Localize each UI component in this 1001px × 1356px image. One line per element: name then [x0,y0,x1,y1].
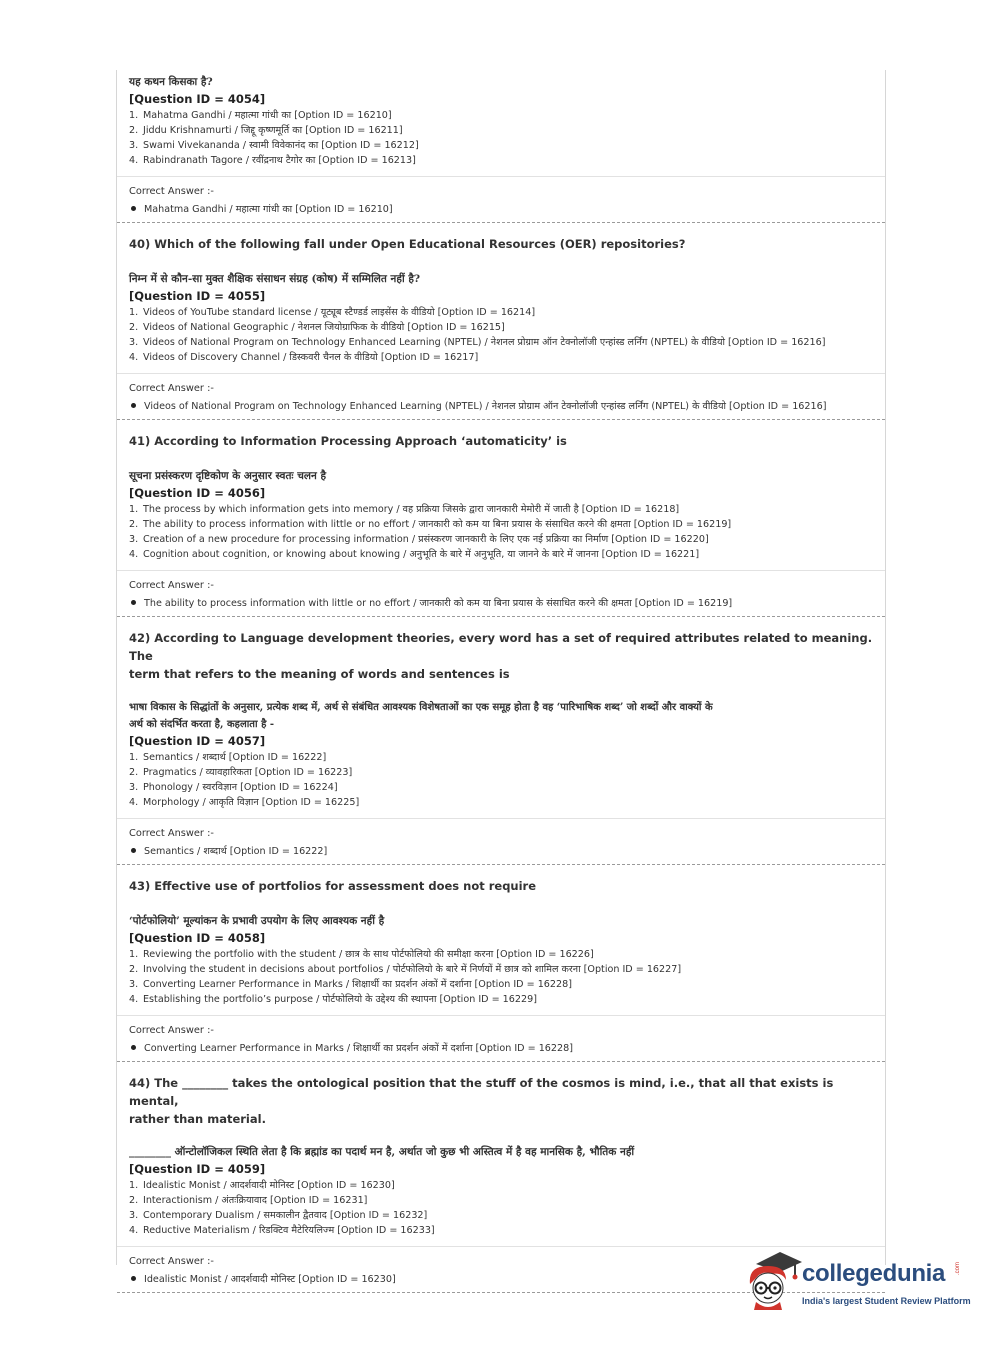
collegedunia-logo [742,1250,972,1320]
question-hindi: ________ ऑन्टोलॉजिकल स्थिति लेता है कि ब्रह्मांड का पदार्थ मन है, अर्थात जो कुछ भी अस्तित्व में है वह मानसिक है, भौतिक नहीं [129,1146,635,1158]
question-hindi: निम्न में से कौन-सा मुक्त शैक्षिक संसाधन संग्रह (कोष) में सम्मिलित नहीं है? [129,273,421,285]
option: 3. Swami Vivekananda / स्वामी विवेकानंद का [Option ID = 16212] [129,140,419,151]
option: 1. Idealistic Monist / आदर्शवादी मोनिस्ट [Option ID = 16230] [129,1180,395,1191]
option: 4. Morphology / आकृति विज्ञान [Option ID = 16225] [129,797,360,808]
question-44 [117,1062,885,1238]
options-list [129,947,873,1007]
option: 2. Interactionism / अंतःक्रियावाद [Option ID = 16231] [129,1195,368,1206]
correct-answer-box [117,373,885,414]
question-43 [117,865,885,1007]
logo-name: collegedunia [802,1260,946,1287]
options-list [129,108,873,168]
correct-answer: Mahatma Gandhi / महात्मा गांधी का [Option ID = 16210] [129,202,873,217]
question-hindi: भाषा विकास के सिद्धांतों के अनुसार, प्रत्येक शब्द में, अर्थ से संबंधित आवश्यक विशेषताओं का एक समूह होता है वह ‘पारिभाषिक शब्द’ जो शब्दों और वाक्यों के [129,702,713,713]
option: 1. Semantics / शब्दार्थ [Option ID = 16222] [129,752,327,763]
option: 3. Converting Learner Performance in Marks / शिक्षार्थी का प्रदर्शन अंकों में दर्शाना [Option ID = 16228] [129,979,572,990]
question-english: 41) According to Information Processing Approach ‘automaticity’ is [129,434,567,448]
option: 1. Reviewing the portfolio with the student / छात्र के साथ पोर्टफोलियो की समीक्षा करना [Option ID = 16226] [129,949,594,960]
logo-tagline: India's largest Student Review Platform [802,1296,971,1306]
correct-answer-box [117,818,885,859]
correct-answer-box [117,570,885,611]
correct-answer: The ability to process information with little or no effort / जानकारी को कम या बिना प्रयास के संसाधित करने की क्षमता [Option ID = 16219] [129,596,873,611]
correct-answer-label: Correct Answer :- [129,828,214,839]
question-id: [Question ID = 4055] [129,289,266,303]
correct-answer-box [117,1015,885,1056]
bullet-icon [131,600,136,605]
option: 3. Contemporary Dualism / समकालीन द्वैतवाद [Option ID = 16232] [129,1210,428,1221]
correct-answer-label: Correct Answer :- [129,1256,214,1267]
bullet-icon [131,403,136,408]
option: 4. Establishing the portfolio’s purpose / पोर्टफोलियो के उद्देश्य की स्थापना [Option ID = 16229] [129,994,537,1005]
bullet-icon [131,1045,136,1050]
question-id: [Question ID = 4054] [129,92,266,106]
question-41 [117,420,885,562]
question-english: 40) Which of the following fall under Open Educational Resources (OER) repositories? [129,237,686,251]
options-list [129,502,873,562]
question-english: 44) The ________ takes the ontological position that the stuff of the cosmos is mind, i.e., that all that exists is mental, [129,1076,834,1108]
question-id: [Question ID = 4058] [129,931,266,945]
option: 1. The process by which information gets into memory / वह प्रक्रिया जिसके द्वारा जानकारी मेमोरी में जाती है [Option ID = 16218] [129,504,680,515]
option: 2. Pragmatics / व्यावहारिकता [Option ID = 16223] [129,767,353,778]
question-english: term that refers to the meaning of words and sentences is [129,667,510,681]
question-english: rather than material. [129,1112,266,1126]
option: 2. Jiddu Krishnamurti / जिद्दू कृष्णमूर्ति का [Option ID = 16211] [129,125,403,136]
correct-answer: Semantics / शब्दार्थ [Option ID = 16222] [129,844,873,859]
option: 4. Videos of Discovery Channel / डिस्कवरी चैनल के वीडियो [Option ID = 16217] [129,352,479,363]
correct-answer-label: Correct Answer :- [129,186,214,197]
question-40 [117,223,885,365]
question-english: 42) According to Language development theories, every word has a set of required attributes related to meaning. The [129,631,873,663]
bullet-icon [131,1276,136,1281]
correct-answer: Videos of National Program on Technology Enhanced Learning (NPTEL) / नेशनल प्रोग्राम ऑन टेक्नोलॉजी एन्हांस्ड लर्निंग (NPTEL) के वीडियो [Option ID = 16216] [129,399,873,414]
options-list [129,750,873,810]
bullet-icon [131,848,136,853]
option: 3. Videos of National Program on Technology Enhanced Learning (NPTEL) / नेशनल प्रोग्राम ऑन टेक्नोलॉजी एन्हांस्ड लर्निंग (NPTEL) के वीडियो [Option ID = 16216] [129,337,826,348]
correct-answer-label: Correct Answer :- [129,1025,214,1036]
question-id: [Question ID = 4056] [129,486,266,500]
question-id: [Question ID = 4057] [129,734,266,748]
option: 3. Creation of a new procedure for processing information / प्रसंस्करण जानकारी के लिए एक नई प्रक्रिया का निर्माण [Option ID = 16220] [129,534,709,545]
option: 2. Videos of National Geographic / नेशनल जियोग्राफिक के वीडियो [Option ID = 16215] [129,322,505,333]
option: 4. Rabindranath Tagore / रवींद्रनाथ टैगोर का [Option ID = 16213] [129,155,416,166]
question-39 [117,70,885,168]
option: 1. Videos of YouTube standard license / यूट्यूब स्टैण्डर्ड लाइसेंस के वीडियो [Option ID = 16214] [129,307,536,318]
correct-answer-label: Correct Answer :- [129,580,214,591]
option: 2. Involving the student in decisions about portfolios / पोर्टफोलियो के बारे में निर्णयों में छात्र को शामिल करना [Option ID = 16227] [129,964,682,975]
option: 4. Cognition about cognition, or knowing about knowing / अनुभूति के बारे में अनुभूति, या जानने के बारे में जानना [Option ID = 16221] [129,549,700,560]
bullet-icon [131,206,136,211]
mascot-icon [742,1250,802,1312]
option: 3. Phonology / स्वरविज्ञान [Option ID = 16224] [129,782,338,793]
question-hindi: अर्थ को संदर्भित करता है, कहलाता है - [129,719,275,730]
logo-domain: .com [955,1261,961,1275]
question-hindi: यह कथन किसका है? [129,76,213,88]
question-id: [Question ID = 4059] [129,1162,266,1176]
option: 1. Mahatma Gandhi / महात्मा गांधी का [Option ID = 16210] [129,110,392,121]
correct-answer-label: Correct Answer :- [129,383,214,394]
correct-answer: Converting Learner Performance in Marks / शिक्षार्थी का प्रदर्शन अंकों में दर्शाना [Option ID = 16228] [129,1041,873,1056]
correct-answer-box [117,176,885,217]
options-list [129,1178,873,1238]
question-hindi: ‘पोर्टफोलियो’ मूल्यांकन के प्रभावी उपयोग के लिए आवश्यक नहीं है [129,915,385,927]
question-english: 43) Effective use of portfolios for assessment does not require [129,879,537,893]
correct-answer: Idealistic Monist / आदर्शवादी मोनिस्ट [Option ID = 16230] [129,1272,873,1287]
question-42 [117,617,885,810]
question-hindi: सूचना प्रसंस्करण दृष्टिकोण के अनुसार स्वतः चलन है [129,470,327,482]
options-list [129,305,873,365]
option: 4. Reductive Materialism / रिडक्टिव मैटेरियलिज्म [Option ID = 16233] [129,1225,435,1236]
option: 2. The ability to process information with little or no effort / जानकारी को कम या बिना प्रयास के संसाधित करने की क्षमता [Option ID = 16219] [129,519,732,530]
